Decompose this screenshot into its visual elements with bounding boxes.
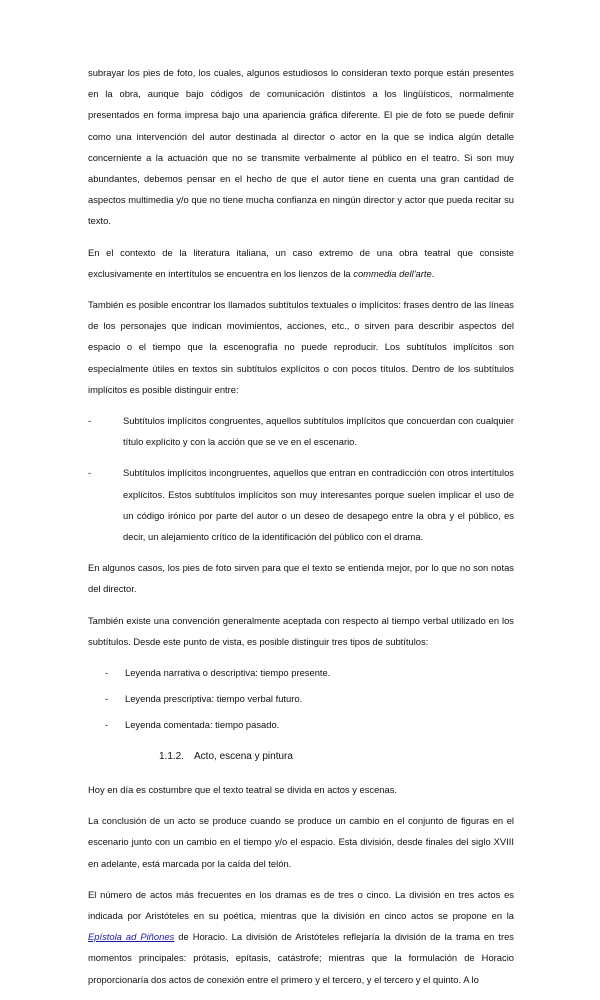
list-item [88,462,514,547]
list-item [88,410,514,452]
paragraph [88,242,514,284]
paragraph: También existe una convención generalmente aceptada con respecto al tiempo verbal utilizado en los subtítulos. Desde este punto de vista, es posible distinguir tres tipos de subtítulos: [88,614,514,647]
section-heading [88,746,514,767]
epistola-link[interactable]: Epístola ad Piñones [88,931,175,943]
paragraph: También es posible encontrar los llamados subtítulos textuales o implícitos: frases dentro de las líneas de los personajes que indican movimientos, acciones, etc., o sirven para describir aspectos del espacio o el tiempo que la escenografía no puede reproducir. Los subtítulos implícitos son especialmente útiles en textos sin subtítulos explícitos o con pocos títulos. Dentro de los subtítulos implícitos es posible distinguir entre: [88,299,514,395]
list-item-text: Leyenda comentada: tiempo pasado. [125,719,280,731]
list-dash: - [88,467,92,479]
paragraph-text: . [431,267,435,279]
list-dash: - [105,719,109,731]
implicit-subtitles-list [88,410,514,547]
list-item-text: Subtítulos implícitos congruentes, aquellos subtítulos implícitos que concuerdan con cualquier título explícito y con la acción que se ve en el escenario. [123,415,514,448]
list-dash: - [105,667,109,679]
list-dash: - [105,693,109,705]
list-item-text: Leyenda prescriptiva: tiempo verbal futuro. [125,693,303,705]
list-item [88,662,514,683]
emphasis-text: commedia dell'arte [353,267,432,279]
paragraph-text: En el contexto de la literatura italiana, un caso extremo de una obra teatral que consiste exclusivamente en intertítulos se encuentra en los lienzos de la [88,246,514,279]
caption-types-list [88,662,514,736]
list-dash: - [88,415,92,427]
list-item-text: Leyenda narrativa o descriptiva: tiempo presente. [125,667,331,679]
paragraph-text: de Horacio. La división de Aristóteles reflejaría la división de la trama en tres momentos principales: prótasis, epítasis, catástrofe; mientras que la formulación de Horacio proporcionaría dos actos de conexión entre el primero y el tercero, y el tercero y el quinto. A lo [88,931,514,985]
list-item [88,688,514,709]
section-number: 1.1.2. [159,750,185,762]
paragraph [88,884,514,990]
paragraph: En algunos casos, los pies de foto sirven para que el texto se entienda mejor, por lo que no son notas del director. [88,562,514,595]
paragraph: Hoy en día es costumbre que el texto teatral se divida en actos y escenas. [88,783,398,795]
list-item [88,714,514,735]
document-page [88,62,514,1000]
section-title: Acto, escena y pintura [194,750,293,762]
paragraph: La conclusión de un acto se produce cuando se produce un cambio en el conjunto de figuras en el escenario junto con un cambio en el tiempo y/o el espacio. Esta división, desde finales del siglo XVIII en adelante, está marcada por la caída del telón. [88,815,514,869]
paragraph-text: El número de actos más frecuentes en los dramas es de tres o cinco. La división en tres actos es indicada por Aristóteles en su poética, mientras que la división en cinco actos se propone en la [88,888,514,921]
list-item-text: Subtítulos implícitos incongruentes, aquellos que entran en contradicción con otros intertítulos explícitos. Estos subtítulos implícitos son muy interesantes porque suelen implicar el uso de un código irónico por parte del autor o un deseo de desapego entre la obra y el público, es decir, un alejamiento crítico de la identificación del público con el drama. [123,467,514,543]
paragraph: subrayar los pies de foto, los cuales, algunos estudiosos lo consideran texto porque están presentes en la obra, aunque bajo códigos de comunicación distintos a los lingüísticos, normalmente presentados en forma impresa bajo una apariencia gráfica diferente. El pie de foto se puede definir como una intervención del autor destinada al director o actor en la que se indica algún detalle concerniente a la actuación que no se transmite verbalmente al público en el teatro. Si son muy abundantes, debemos pensar en el hecho de que el autor tiene en cuenta una gran cantidad de aspectos multimedia y/o que no tiene mucha confianza en ningún director y actor que pueda recitar su texto. [88,67,514,227]
